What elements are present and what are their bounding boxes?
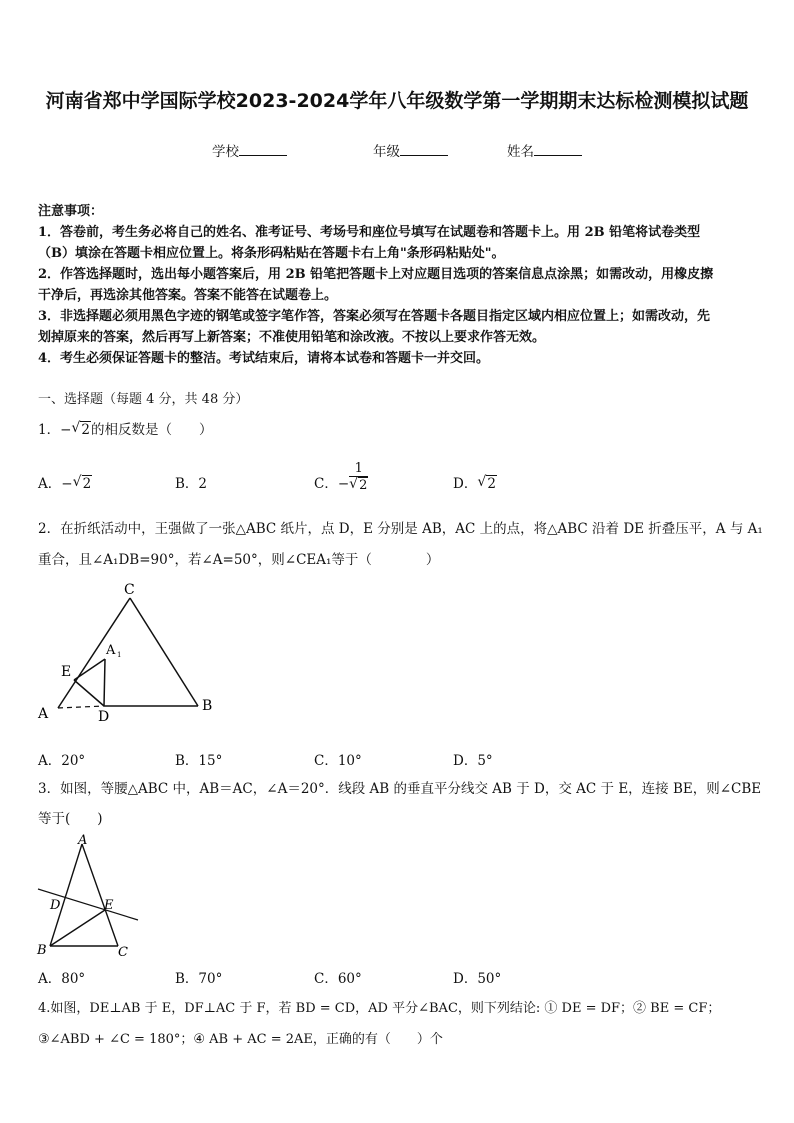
q2-option-c[interactable]: C．10°	[314, 753, 362, 769]
sqrt-symbol: √ 2	[477, 474, 496, 492]
notice-line: 2．作答选择题时，选出每小题答案后，用 2B 铅笔把答题卡上对应题目选项的答案信息点涂黑；如需改动，用橡皮擦	[38, 267, 714, 282]
q2-option-d[interactable]: D．5°	[453, 753, 493, 769]
q2-option-b[interactable]: B．15°	[175, 753, 223, 769]
q3-option-c[interactable]: C．60°	[314, 971, 362, 987]
option-label: D．	[453, 476, 478, 492]
side-ac	[82, 844, 118, 946]
question-3-line1: 3．如图，等腰△ABC 中，AB＝AC，∠A＝20°．线段 AB 的垂直平分线交 AB 于 D，交 AC 于 E，连接 BE，则∠CBE	[38, 781, 762, 797]
name-blank	[534, 143, 582, 156]
label-c: C	[124, 582, 135, 598]
option-label: C．	[314, 476, 338, 492]
option-sign: −	[337, 476, 350, 492]
notice-line: 干净后，再选涂其他答案。答案不能答在试题卷上。	[38, 288, 338, 303]
q2-figure	[30, 580, 230, 730]
notice-line: （B）填涂在答题卡相应位置上。将条形码粘贴在答题卡右上角"条形码粘贴处"。	[38, 246, 505, 261]
question-4-line1: 4.如图，DE⊥AB 于 E，DF⊥AC 于 F，若 BD = CD，AD 平分∠BAC，则下列结论: ① DE = DF；② BE = CF；	[38, 1001, 721, 1016]
label-a: A	[38, 706, 49, 722]
option-sign: −	[61, 476, 73, 492]
option-label: A．	[38, 476, 62, 492]
q1-option-d[interactable]	[453, 472, 497, 492]
label-c: C	[118, 945, 128, 960]
q1-text: 的相反数是（ ）	[91, 422, 213, 438]
segment-be	[50, 910, 105, 946]
name-label: 姓名	[507, 144, 534, 160]
q1-number: 1．	[38, 422, 61, 438]
exam-title: 河南省郑中学国际学校2023-2024学年八年级数学第一学期期末达标检测模拟试题	[45, 90, 749, 112]
q1-option-a[interactable]	[38, 472, 92, 492]
school-field	[212, 140, 287, 160]
label-d: D	[98, 709, 110, 725]
fold-a1d	[104, 659, 105, 706]
q1-option-b[interactable]: B．2	[175, 476, 208, 492]
q2-option-a[interactable]: A．20°	[38, 753, 86, 769]
grade-blank	[400, 143, 448, 156]
section-heading: 一、选择题（每题 4 分，共 48 分）	[38, 392, 249, 407]
sqrt-symbol: √ 2	[349, 475, 368, 493]
q3-figure	[30, 832, 150, 962]
fold-ea1	[74, 659, 105, 680]
question-4-line2: ③∠ABD + ∠C = 180°；④ AB + AC = 2AE，正确的有（ ）个	[38, 1032, 443, 1047]
grade-label: 年级	[373, 144, 400, 160]
label-a: A	[78, 833, 88, 848]
q3-option-d[interactable]: D．50°	[453, 971, 502, 987]
notice-line: 3．非选择题必须用黑色字迹的钢笔或签字笔作答，答案必须写在答题卡各题目指定区域内相应位置上；如需改动，先	[38, 309, 711, 324]
q1-minus: −	[60, 422, 72, 438]
notice-line: 4．考生必须保证答题卡的整洁。考试结束后，请将本试卷和答题卡一并交回。	[38, 351, 490, 366]
label-a1-subscript: 1	[117, 651, 122, 659]
folded-segment	[58, 706, 104, 708]
school-label: 学校	[212, 144, 239, 160]
sqrt-symbol: √ 2	[72, 474, 92, 492]
label-e: E	[104, 898, 114, 913]
q3-option-b[interactable]: B．70°	[175, 971, 223, 987]
sqrt-symbol: √ 2	[71, 420, 90, 438]
label-e: E	[61, 664, 72, 680]
school-blank	[239, 143, 287, 156]
fraction-numerator: 1	[349, 461, 368, 477]
question-2-line1: 2．在折纸活动中，王强做了一张△ABC 纸片，点 D，E 分别是 AB，AC 上的点，将△ABC 沿着 DE 折叠压平，A 与 A₁	[38, 521, 763, 537]
label-b: B	[202, 698, 213, 714]
question-3-line2: 等于( )	[38, 811, 103, 827]
label-a1: A	[106, 643, 116, 658]
option-radicand: 2	[82, 476, 92, 492]
notice-heading: 注意事项：	[38, 204, 104, 219]
option-radicand: 2	[359, 477, 368, 493]
side-cb	[130, 598, 198, 706]
side-ab	[50, 844, 82, 946]
q3-option-a[interactable]: A．80°	[38, 971, 86, 987]
label-d: D	[50, 898, 61, 913]
grade-field	[373, 140, 448, 160]
notice-line: 1．答卷前，考生务必将自己的姓名、准考证号、考场号和座位号填写在试题卷和答题卡上。用 2B 铅笔将试卷类型	[38, 225, 701, 240]
notice-line: 划掉原来的答案，然后再写上新答案；不准使用铅笔和涂改液。不按以上要求作答无效。	[38, 330, 546, 345]
q1-radicand: 2	[81, 422, 90, 438]
name-field	[507, 140, 582, 160]
fold-de	[74, 680, 104, 706]
question-2-line2: 重合，且∠A₁DB=90°，若∠A=50°，则∠CEA₁等于（ ）	[38, 552, 440, 568]
question-1	[38, 420, 213, 441]
q1-option-c[interactable]	[314, 460, 368, 493]
label-b: B	[37, 943, 47, 958]
option-radicand: 2	[487, 476, 496, 492]
fraction	[349, 461, 368, 493]
